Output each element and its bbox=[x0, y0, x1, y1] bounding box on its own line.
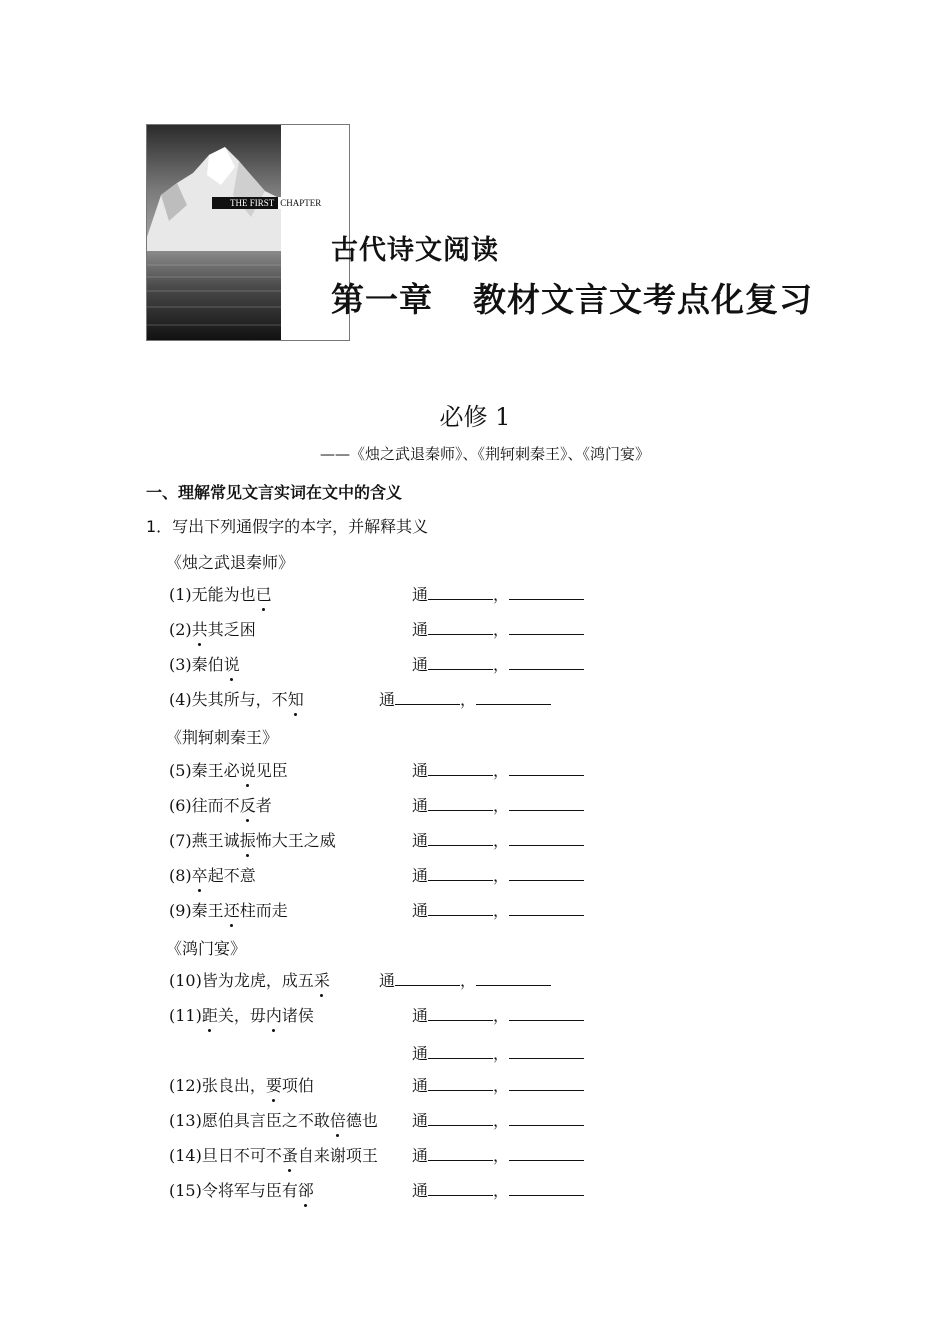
emphasis-char: 郤 bbox=[298, 1178, 314, 1201]
emphasis-char: 距 bbox=[202, 1003, 218, 1026]
chapter-cover-image bbox=[146, 124, 350, 341]
volume-title: 必修 1 bbox=[439, 403, 511, 431]
chapter-title bbox=[331, 274, 813, 321]
answer-blank[interactable]: 通 ， bbox=[412, 793, 584, 816]
emphasis-char: 内 bbox=[266, 1003, 282, 1026]
emphasis-char: 蚤 bbox=[282, 1143, 298, 1166]
emphasis-char: 反 bbox=[240, 793, 256, 816]
answer-blank[interactable]: 通 ， bbox=[412, 582, 584, 605]
list-item: (15)令将军与臣有郤 bbox=[169, 1178, 314, 1202]
answer-blank[interactable]: 通 ， bbox=[412, 652, 584, 675]
group-title: 《鸿门宴》 bbox=[166, 939, 247, 958]
emphasis-char: 采 bbox=[314, 968, 330, 991]
emphasis-char: 说 bbox=[240, 758, 256, 781]
group-title: 《烛之武退秦师》 bbox=[166, 553, 295, 572]
subtitle: ——《烛之武退秦师》、《荆轲刺秦王》、《鸿门宴》 bbox=[319, 445, 650, 463]
answer-blank[interactable]: 通 ， bbox=[412, 1003, 584, 1026]
list-item: (5)秦王必说见臣 bbox=[169, 758, 288, 782]
chapter-label: 第一章 bbox=[331, 280, 433, 319]
answer-blank[interactable]: 通 ， bbox=[379, 687, 551, 710]
answer-blank[interactable]: 通 ， bbox=[412, 617, 584, 640]
answer-blank[interactable]: 通 ， bbox=[412, 828, 584, 851]
list-item: (11)距关，毋内诸侯 bbox=[169, 1003, 314, 1027]
category-title: 古代诗文阅读 bbox=[331, 235, 499, 266]
emphasis-char: 振 bbox=[240, 828, 256, 851]
emphasis-char: 还 bbox=[224, 898, 240, 921]
list-item: (2)共其乏困 bbox=[169, 617, 256, 641]
list-item: (1)无能为也已 bbox=[169, 582, 272, 606]
emphasis-char: 已 bbox=[256, 582, 272, 605]
question-heading: 1．写出下列通假字的本字，并解释其义 bbox=[146, 517, 429, 536]
answer-blank[interactable]: 通 ， bbox=[412, 758, 584, 781]
answer-blank[interactable]: 通 ， bbox=[412, 898, 584, 921]
emphasis-char: 说 bbox=[224, 652, 240, 675]
answer-blank[interactable]: 通 ， bbox=[412, 863, 584, 886]
list-item: (9)秦王还柱而走 bbox=[169, 898, 288, 922]
list-item: (7)燕王诚振怖大王之威 bbox=[169, 828, 336, 852]
answer-blank[interactable]: 通 ， bbox=[412, 1143, 584, 1166]
list-item: (6)往而不反者 bbox=[169, 793, 272, 817]
list-item: (8)卒起不意 bbox=[169, 863, 256, 887]
chapter-name: 教材文言文考点化复习 bbox=[473, 280, 813, 319]
list-item: (13)愿伯具言臣之不敢倍德也 bbox=[169, 1108, 378, 1132]
list-item: (12)张良出，要项伯 bbox=[169, 1073, 314, 1097]
emphasis-char: 共 bbox=[192, 617, 208, 640]
answer-blank[interactable]: 通 ， bbox=[412, 1108, 584, 1131]
emphasis-char: 知 bbox=[288, 687, 304, 710]
emphasis-char: 要 bbox=[266, 1073, 282, 1096]
answer-blank[interactable]: 通 ， bbox=[412, 1041, 584, 1064]
answer-blank[interactable]: 通 ， bbox=[412, 1073, 584, 1096]
list-item: (10)皆为龙虎，成五采 bbox=[169, 968, 330, 992]
list-item: (4)失其所与，不知 bbox=[169, 687, 304, 711]
iceberg-photo bbox=[147, 125, 281, 340]
answer-blank[interactable]: 通 ， bbox=[379, 968, 551, 991]
emphasis-char: 卒 bbox=[192, 863, 208, 886]
group-title: 《荆轲刺秦王》 bbox=[166, 728, 279, 747]
list-item: (3)秦伯说 bbox=[169, 652, 240, 676]
chapter-band-light: CHAPTER bbox=[280, 198, 322, 208]
section-heading: 一、理解常见文言实词在文中的含义 bbox=[146, 483, 403, 502]
chapter-band bbox=[212, 197, 323, 209]
list-item: (14)旦日不可不蚤自来谢项王 bbox=[169, 1143, 378, 1167]
emphasis-char: 倍 bbox=[330, 1108, 346, 1131]
chapter-band-dark: THE FIRST bbox=[212, 197, 278, 209]
answer-blank[interactable]: 通 ， bbox=[412, 1178, 584, 1201]
